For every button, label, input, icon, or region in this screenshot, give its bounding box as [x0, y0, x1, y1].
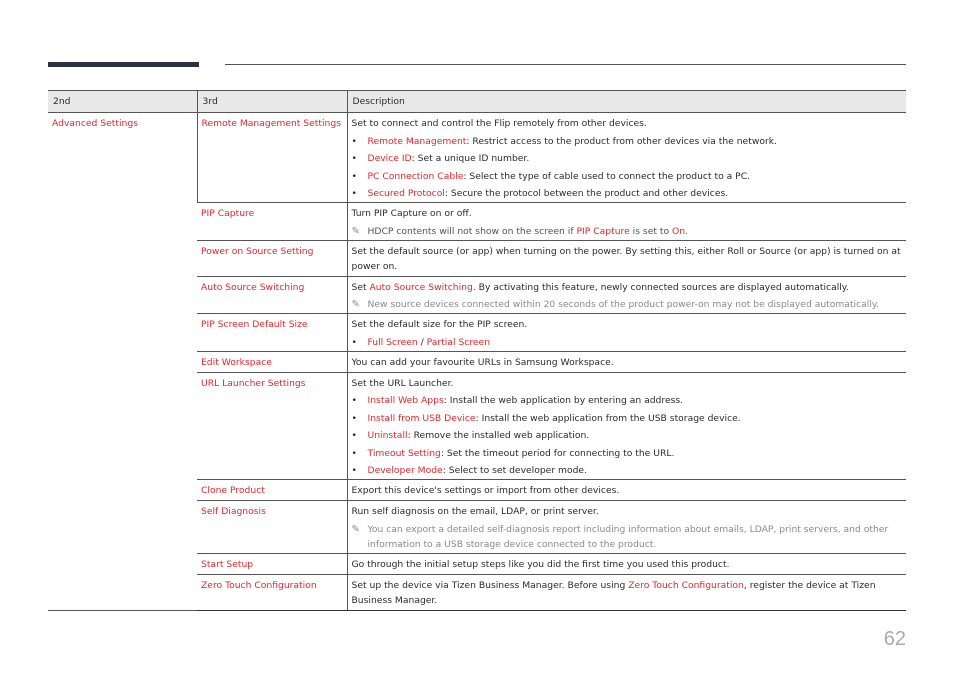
- description-text: [352, 279, 903, 295]
- term-desc: : Restrict access to the product from other devices via the network.: [466, 135, 777, 147]
- setting-start-setup: Start Setup: [201, 558, 254, 570]
- description-cell: [347, 240, 906, 276]
- bullet-icon: •: [351, 447, 357, 459]
- setting-name-cell: [197, 351, 347, 372]
- description-text: Set to connect and control the Flip remotely from other devices.: [351, 118, 647, 129]
- pencil-note-icon: ✎: [351, 299, 360, 310]
- bullet-icon: •: [351, 430, 357, 441]
- page-number: 62: [883, 628, 906, 650]
- note-text: HDCP contents will not show on the screen if: [367, 225, 577, 237]
- description-cell: [347, 351, 906, 372]
- list-item: [352, 335, 903, 350]
- header-rule: [225, 64, 906, 65]
- term-desc: : Select to set developer mode.: [442, 465, 588, 476]
- description-text: Set the default size for the PIP screen.: [351, 319, 528, 330]
- description-text: You can add your favourite URLs in Samsung Workspace.: [351, 356, 614, 368]
- setting-edit-workspace: Edit Workspace: [201, 356, 272, 368]
- bullet-icon: •: [351, 395, 357, 406]
- description-cell: [347, 574, 906, 610]
- bullet-icon: •: [351, 188, 357, 199]
- term-desc: : Install the web application by entering an address.: [443, 395, 684, 406]
- bullet-icon: •: [351, 336, 357, 348]
- term: Secured Protocol: [367, 188, 445, 199]
- setting-zero-touch: Zero Touch Configuration: [201, 579, 317, 591]
- separator: /: [417, 336, 427, 348]
- note: [352, 522, 903, 552]
- setting-name-cell: [197, 276, 347, 314]
- setting-name-cell: [197, 574, 347, 610]
- header-2nd: 2nd: [48, 91, 197, 113]
- setting-name-cell: [197, 501, 347, 554]
- setting-pip-screen-size: PIP Screen Default Size: [201, 319, 308, 330]
- bullet-icon: •: [351, 170, 357, 182]
- list-item: [352, 411, 903, 426]
- setting-self-diagnosis: Self Diagnosis: [201, 506, 266, 517]
- description-text: Turn PIP Capture on or off.: [351, 208, 472, 219]
- term: Partial Screen: [426, 336, 491, 348]
- setting-power-on-source: Power on Source Setting: [201, 245, 314, 257]
- term: Install Web Apps: [367, 395, 444, 406]
- note-text: .: [685, 225, 689, 237]
- term: Remote Management: [367, 135, 467, 147]
- term: Device ID: [367, 153, 412, 164]
- description-text: Set the default source (or app) when turning on the power. By setting this, either Roll or Source (or app) is turned on at power on.: [351, 245, 901, 272]
- list-item: [352, 463, 903, 478]
- section-bar: [48, 62, 199, 67]
- term: Developer Mode: [367, 465, 443, 476]
- description-text: Export this device's settings or import from other devices.: [351, 485, 620, 496]
- table-row: [48, 113, 906, 203]
- term: Auto Source Switching: [369, 281, 473, 293]
- setting-name-cell: [197, 314, 347, 352]
- setting-remote-management: Remote Management Settings: [201, 118, 341, 129]
- setting-name-cell: [197, 372, 347, 480]
- description-cell: [347, 314, 906, 352]
- term-desc: : Remove the installed web application.: [407, 430, 590, 441]
- description-cell: [347, 553, 906, 574]
- list-item: [352, 446, 903, 461]
- pencil-note-icon: ✎: [351, 225, 360, 237]
- term: Full Screen: [367, 336, 418, 348]
- list-item: [352, 186, 903, 201]
- desc-part: . By activating this feature, newly connected sources are displayed automatically.: [472, 281, 849, 293]
- description-text: Set the URL Launcher.: [351, 377, 454, 389]
- description-cell: [347, 276, 906, 314]
- term-desc: : Install the web application from the USB storage device.: [475, 412, 741, 424]
- header-3rd: 3rd: [197, 91, 347, 113]
- note-text: You can export a detailed self-diagnosis report including information about emails, LDAP, print servers, and other information to a USB storage device connected to the product.: [367, 523, 889, 550]
- note: [352, 297, 903, 312]
- header-description: Description: [347, 91, 906, 113]
- bullet-icon: •: [351, 412, 357, 424]
- note-term: On: [672, 225, 686, 237]
- list-item: [352, 393, 903, 408]
- term-desc: : Set a unique ID number.: [411, 153, 530, 164]
- category-advanced-settings: Advanced Settings: [52, 118, 138, 129]
- description-cell: [347, 113, 906, 203]
- list-item: [352, 134, 903, 149]
- list-item: [352, 169, 903, 184]
- setting-url-launcher: URL Launcher Settings: [201, 377, 306, 389]
- desc-part: Set up the device via Tizen Business Manager. Before using: [351, 579, 629, 591]
- setting-name-cell: [197, 113, 347, 203]
- list-item: [352, 151, 903, 166]
- pencil-note-icon: ✎: [351, 523, 360, 535]
- desc-part: , register the device at Tizen Business Manager.: [351, 579, 876, 606]
- desc-part: Set: [351, 281, 370, 293]
- table-header-row: [48, 91, 906, 113]
- term-desc: : Set the timeout period for connecting to the URL.: [440, 447, 675, 459]
- description-cell: [347, 203, 906, 241]
- term-desc: : Select the type of cable used to connect the product to a PC.: [463, 170, 751, 182]
- setting-name-cell: [197, 240, 347, 276]
- setting-name-cell: [197, 553, 347, 574]
- description-text: Go through the initial setup steps like you did the first time you used this product.: [351, 558, 730, 570]
- note-text: New source devices connected within 20 seconds of the product power-on may not be displayed automatically.: [367, 299, 879, 310]
- description-text: [352, 577, 903, 608]
- setting-name-cell: [197, 480, 347, 501]
- setting-name-cell: [197, 203, 347, 241]
- term: PC Connection Cable: [367, 170, 464, 182]
- description-cell: [347, 372, 906, 480]
- description-cell: [347, 501, 906, 554]
- description-text: Run self diagnosis on the email, LDAP, or print server.: [351, 506, 599, 517]
- setting-auto-source-switching: Auto Source Switching: [201, 281, 305, 293]
- note-text: is set to: [629, 225, 673, 237]
- term-desc: : Secure the protocol between the product and other devices.: [444, 188, 729, 199]
- setting-clone-product: Clone Product: [201, 485, 265, 496]
- bullet-icon: •: [351, 135, 357, 147]
- term: Uninstall: [367, 430, 408, 441]
- bullet-icon: •: [351, 465, 357, 476]
- list-item: [352, 428, 903, 443]
- description-cell: [347, 480, 906, 501]
- note: [352, 224, 903, 239]
- term: Zero Touch Configuration: [628, 579, 744, 591]
- settings-table: [48, 90, 906, 611]
- bullet-icon: •: [351, 153, 357, 164]
- category-cell: [48, 113, 197, 611]
- term: Timeout Setting: [367, 447, 441, 459]
- setting-pip-capture: PIP Capture: [201, 208, 255, 219]
- term: Install from USB Device: [367, 412, 476, 424]
- note-term: PIP Capture: [576, 225, 630, 237]
